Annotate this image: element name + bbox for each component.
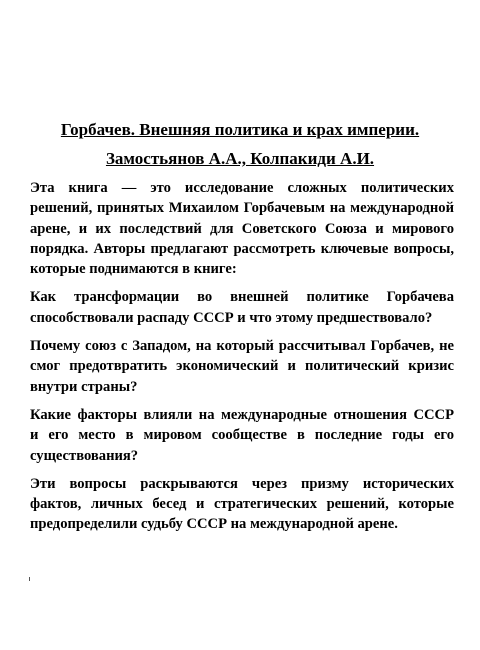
text-line: Эта книга — это исследование сложных политических [30, 180, 454, 196]
text-line: решений, принятых Михаилом Горбачевым на международной [30, 200, 454, 217]
paragraph [30, 405, 454, 466]
book-title: Горбачев. Внешняя политика и крах империи. [60, 120, 420, 139]
text-line: Какие факторы влияли на международные отношения СССР [30, 406, 454, 423]
text-line: и его место в мировом сообществе в последние годы его [30, 427, 454, 444]
text-line: которые поднимаются в книге: [30, 261, 237, 278]
text-line: существования? [30, 447, 139, 464]
text-line: предопределили судьбу СССР на международной арене. [30, 516, 398, 533]
text-line: Эти вопросы раскрываются через призму исторических [30, 475, 454, 492]
scan-mark [29, 577, 30, 581]
text-line: фактов, личных бесед и стратегических решений, которые [30, 496, 454, 513]
paragraph [30, 178, 454, 279]
text-line: арене, и их последствий для Советского Союза и мирового [30, 220, 454, 237]
text-line: внутри страны? [30, 378, 138, 395]
paragraph [30, 474, 454, 535]
book-authors: Замостьянов А.А., Колпакиди А.И. [105, 149, 375, 168]
paragraph [30, 336, 454, 397]
document-body [30, 178, 454, 543]
text-line: Как трансформации во внешней политике Горбачева [30, 289, 454, 306]
text-line: смог предотвратить экономический и политический кризис [30, 358, 454, 375]
paragraph [30, 287, 454, 328]
text-line: способствовали распаду СССР и что этому предшествовало? [30, 309, 433, 326]
text-line: Почему союз с Западом, на который рассчитывал Горбачев, не [30, 338, 454, 355]
text-line: порядка. Авторы предлагают рассмотреть ключевые вопросы, [30, 240, 454, 257]
